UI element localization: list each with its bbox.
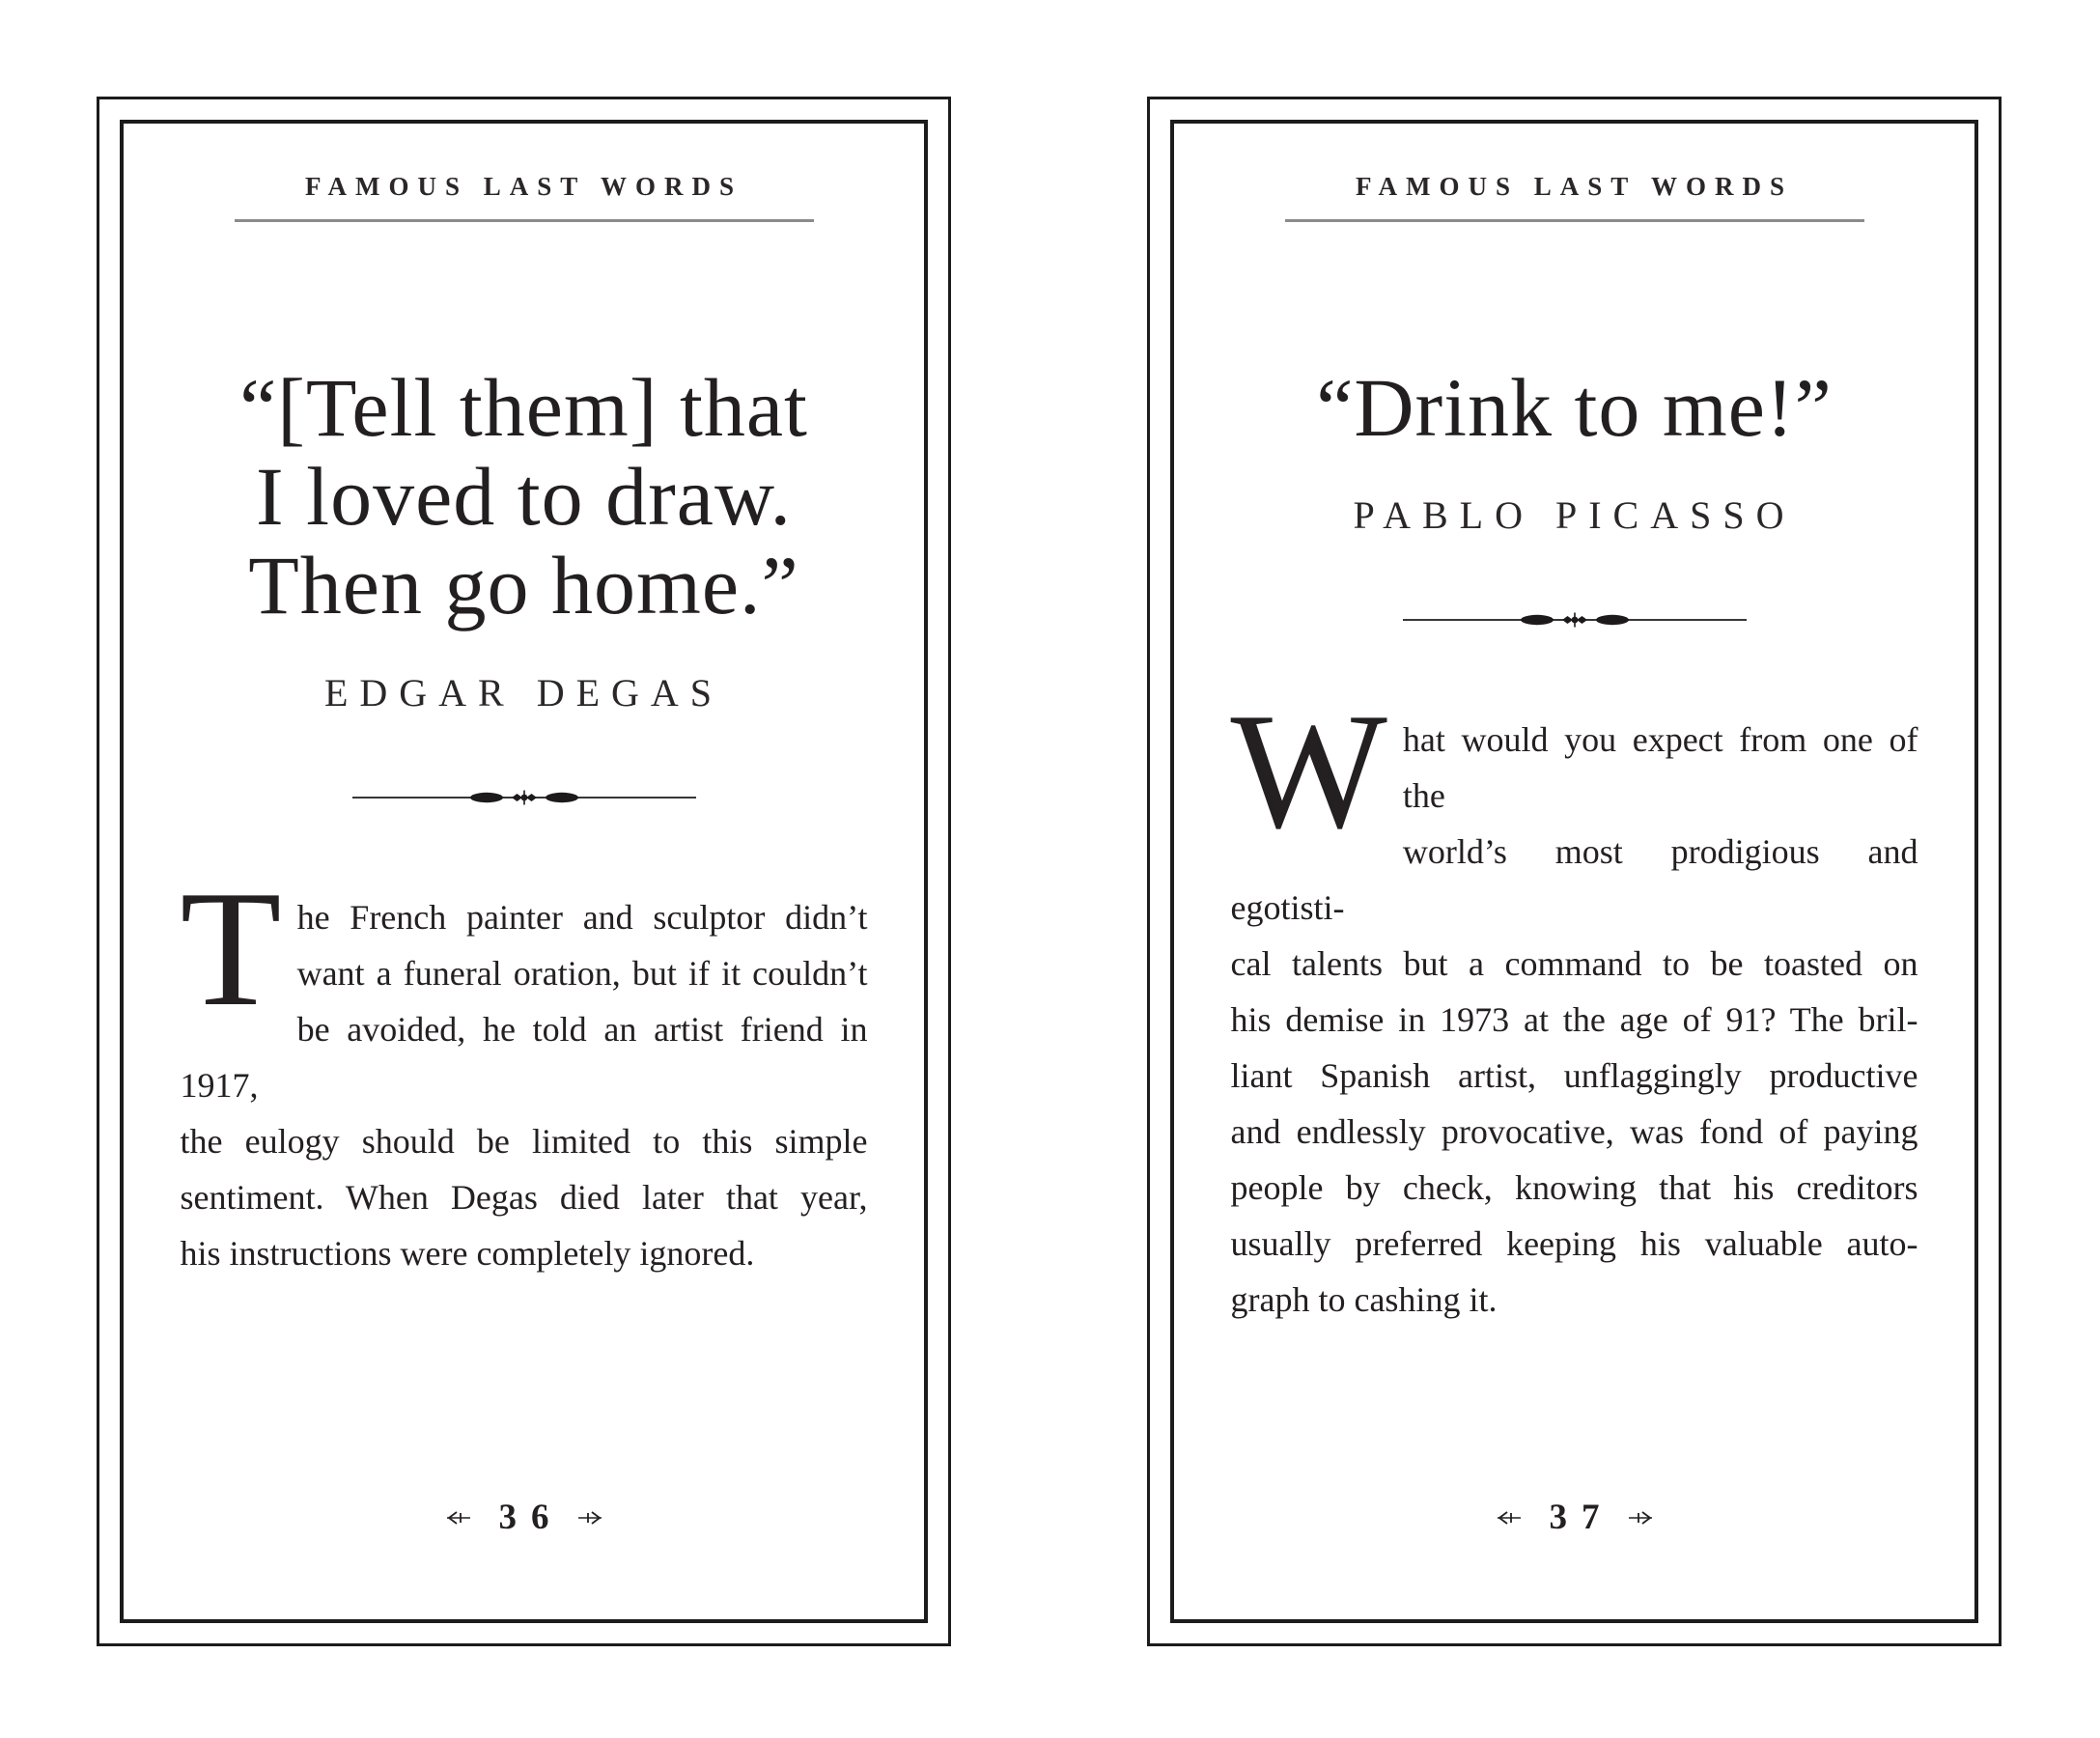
body-line: and endlessly provocative, was fond of paying xyxy=(1230,1112,1918,1151)
page-number: 36 xyxy=(498,1498,564,1537)
body-line: graph to cashing it. xyxy=(1230,1280,1498,1319)
quote-block xyxy=(124,363,924,630)
body-paragraph xyxy=(1230,680,1918,1328)
drop-cap: T xyxy=(180,857,282,1041)
body-line: people by check, knowing that his creditors xyxy=(1230,1168,1918,1207)
page-number-right-ornament-icon xyxy=(1628,1507,1653,1528)
book-page-right xyxy=(1147,97,2002,1646)
page-number-left-ornament-icon xyxy=(1497,1507,1522,1528)
page-number-row xyxy=(1174,1497,1974,1538)
page-inner-frame-left xyxy=(120,120,928,1623)
drop-cap: W xyxy=(1230,680,1387,863)
book-page-left xyxy=(97,97,951,1646)
running-head: FAMOUS LAST WORDS xyxy=(304,172,743,201)
body-line: the eulogy should be limited to this simple xyxy=(180,1122,868,1161)
divider-ornament-icon xyxy=(350,787,698,808)
body-line: be avoided, he told an artist friend in 1917, xyxy=(180,1010,868,1105)
running-head: FAMOUS LAST WORDS xyxy=(1355,172,1794,201)
body-line: liant Spanish artist, unflaggingly productive xyxy=(1230,1056,1918,1095)
divider-ornament-icon xyxy=(1401,609,1749,631)
attribution: EDGAR DEGAS xyxy=(323,671,724,715)
page-number-left-ornament-icon xyxy=(446,1507,471,1528)
page-inner-frame-right xyxy=(1170,120,1978,1623)
page-number: 37 xyxy=(1549,1498,1614,1537)
attribution: PABLO PICASSO xyxy=(1353,493,1796,537)
body-line: his instructions were completely ignored. xyxy=(180,1234,755,1273)
body-line: cal talents but a command to be toasted on xyxy=(1230,944,1918,983)
body-paragraph xyxy=(180,857,868,1281)
running-head-rule xyxy=(235,219,814,222)
body-line: he French painter and sculptor didn’t xyxy=(296,898,868,937)
body-line: world’s most prodigious and egotisti- xyxy=(1230,832,1918,927)
quote-line: “[Tell them] that xyxy=(239,361,808,454)
page-number-right-ornament-icon xyxy=(577,1507,602,1528)
quote-line: Then go home.” xyxy=(248,539,799,631)
quote-line: I loved to draw. xyxy=(256,450,792,543)
body-line: usually preferred keeping his valuable auto- xyxy=(1230,1224,1918,1263)
running-head-rule xyxy=(1285,219,1864,222)
body-line: hat would you expect from one of the xyxy=(1402,720,1918,815)
page-number-row xyxy=(124,1497,924,1538)
body-line: sentiment. When Degas died later that year, xyxy=(180,1178,868,1217)
body-line: want a funeral oration, but if it couldn’t xyxy=(296,954,868,993)
body-line: his demise in 1973 at the age of 91? The bril- xyxy=(1230,1000,1918,1039)
quote-block xyxy=(1174,363,1974,452)
quote-line: “Drink to me!” xyxy=(1316,361,1833,454)
